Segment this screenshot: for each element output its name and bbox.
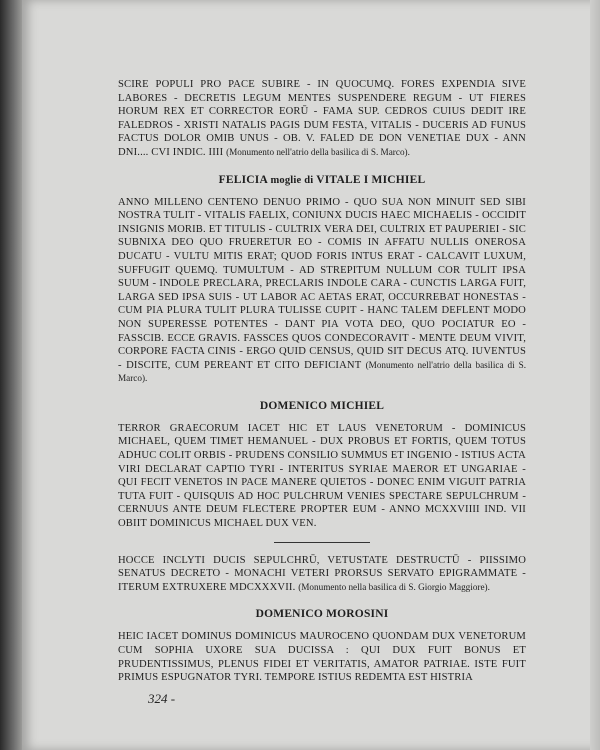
inscription-text: ANNO MILLENO CENTENO DENUO PRIMO - QUO SUA NON MINUIT SED SIBI NOSTRA TULIT - VITALIS FAELIX, CONIUNX DUCIS HAEC MICHAELIS - OCCIDIT INSIGNIS MORIB. ET TITULIS - CULTRIX VERA DEI, CULTRIX ET PAUPERIEI - SIC SUBNIXA DEO QUO FRUERETUR EO - COMIS IN AFFATU NULLIS ONEROSA DUCATU - VULTU MITIS ERAT; QUOD FORIS INTUS ERAT - CALCAVIT LUXUM, SUFFUGIT QUEMQ. TUMULTUM - AD STREPITUM NULLUM COR TULIT IPSA SUUM - INDOLE PRECLARA, PRECLARIS INDOLE CARA - CUNCTIS LARGA FUIT, LARGA SED IPSA SUIS - UT LABOR AC AETAS ERAT, OCCURREBAT HONESTAS - CUM PIA PLURA TULIT PLURA TULISSE CUPIT - HANC TALEM DEFLENT MODO NON SUPERESSE POTENTES - DANT PIA VOTA DEO, QUO POCIATUR EO - FASSCIB. ECCE GRAVIS. FASSCES QUOS CONDECORAVIT - MENTE DEUM VIVIT, CORPORE FACTA CINIS - ERGO QUID CENSUS, QUID SIT DECUS ATQ. IUVENTUS - DISCITE, CUM PEREANT ET CITO DEFICIANT	[118, 196, 526, 371]
book-binding	[0, 0, 22, 750]
inscription-text: TERROR GRAECORUM IACET HIC ET LAUS VENETORUM - DOMINICUS MICHAEL, QUEM TIMET HEMANUEL - DUX PROBUS ET FORTIS, QUEM TOTUS ADHUC COLIT ORBIS - PRUDENS CONSILIO SUMMUS ET INGENIO - ISTIUS ACTA VIRI DECLARAT CAPTIO TYRI - INTERITUS SYRIAE MAEROR ET UNGARIAE - QUI FECIT VENETOS IN PACE MANERE QUIETOS - DONEC ENIM VIGUIT PATRIA TUTA FUIT - QUISQUIS AD HOC PULCHRUM VENIES SPECTARE SEPULCHRUM - CERNUUS ANTE DEUM FLECTERE PROPTER EUM - ANNO MCXXVIIII IND. VII OBIIT DOMINICUS MICHAEL DUX VEN.	[118, 422, 526, 530]
page-number: 324 -	[148, 691, 176, 706]
source-note: (Monumento nell'atrio della basilica di S. Marco).	[226, 146, 410, 157]
heading-sub: moglie di	[270, 174, 314, 186]
inscription-text: HEIC IACET DOMINUS DOMINICUS MAUROCENO QUONDAM DUX VENETORUM CUM SOPHIA UXORE SUA DUCISSA : QUI DUX FUIT BONUS ET PRUDENTISSIMUS, PLENUS FIDEI ET VERITATIS, AMATOR PATRIAE. ISTE FUIT PRIMUS ESPUGNATOR TYRI. TEMPORE ISTIUS REDEMTA EST HISTRIA	[118, 631, 526, 684]
inscription-paragraph	[118, 422, 526, 531]
inscription-paragraph	[118, 196, 526, 386]
heading-name: FELICIA	[218, 173, 268, 186]
source-note: (Monumento nella basilica di S. Giorgio Maggiore).	[298, 581, 490, 592]
separator-line	[274, 542, 370, 543]
page-edge	[590, 0, 600, 750]
section-heading-domenico-michiel: DOMENICO MICHIEL	[259, 399, 385, 412]
inscription-paragraph	[118, 630, 526, 684]
inscription-text: HOCCE INCLYTI DUCIS SEPULCHRŪ, VETUSTATE DESTRUCTŪ - PIISSIMO SENATUS DECRETO - MONACHI VETERI PRORSUS SERVATO EPIGRAMMATE - ITERUM EXTRUXERE MDCXXXVII.	[118, 554, 526, 593]
heading-rest: VITALE I MICHIEL	[316, 173, 426, 186]
inscription-paragraph	[118, 78, 526, 160]
page-content	[118, 78, 526, 685]
source-note: (Monumento nell'atrio della basilica di S. Marco).	[118, 359, 526, 384]
inscription-text: SCIRE POPULI PRO PACE SUBIRE - IN QUOCUMQ. FORES EXPENDIA SIVE LABORES - DECRETIS LEGUM MENTES SUSPENDERE REGUM - UT FIERES HORUM REX ET CORRECTOR EORŪ - FAMA SUP. CEDROS CUIUS DEDIT IRE FALEDROS - XRISTI NATALIS PAGIS DUM FESTA, VITALIS - DUCERIS AD FUNUS FACTUS DOLOR OMIB UNUS - OB. V. FALED DE DON VENETIAE DUX - ANN DNI.... CVI INDIC. IIII	[118, 79, 526, 158]
inscription-paragraph	[118, 554, 526, 595]
section-heading-domenico-morosini: DOMENICO MOROSINI	[255, 608, 389, 621]
section-heading-felicia	[118, 174, 526, 186]
